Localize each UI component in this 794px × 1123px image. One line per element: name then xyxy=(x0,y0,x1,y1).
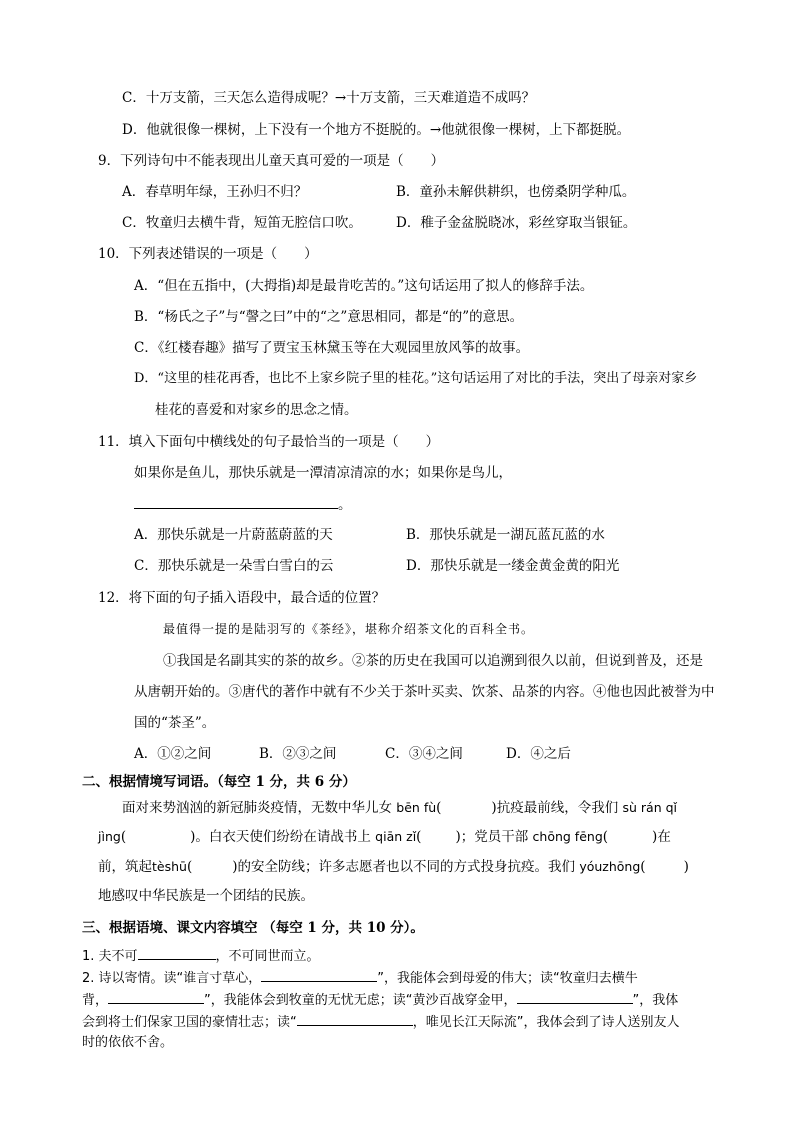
q10-option-a: A．“但在五指中，(大拇指)却是最肯吃苦的。”这句话运用了拟人的修辞手法。 xyxy=(134,278,594,294)
sec3-item2-line1: 2. 诗以寄情。读“谁言寸草心， ”，我能体会到母爱的伟大；读“牧童归去横牛 xyxy=(82,967,638,989)
q9-option-a: A．春草明年绿，王孙归不归？ xyxy=(122,184,308,200)
answer-blank[interactable] xyxy=(134,494,338,509)
q11-blank-line: 。 xyxy=(134,494,352,515)
q9-option-c: C．牧童归去横牛背，短笛无腔信口吹。 xyxy=(122,215,362,231)
answer-blank[interactable] xyxy=(297,1011,413,1026)
q11-option-a: A．那快乐就是一片蔚蓝蔚蓝的天 xyxy=(134,527,333,543)
q11-option-c: C．那快乐就是一朵雪白雪白的云 xyxy=(134,558,334,574)
sec2-line1: 面对来势汹汹的新冠肺炎疫情，无数中华儿女 bēn fù( )抗疫最前线，令我们 sù rán qǐ xyxy=(122,800,678,816)
sec2-line2: jìng( )。白衣天使们纷纷在请战书上 qiān zǐ( )；党员干部 chōng fēng( )在 xyxy=(98,829,671,845)
sec3-item2-line3: 会到将士们保家卫国的豪情壮志；读“ ，唯见长江天际流”，我体会到了诗人送别友人 xyxy=(82,1011,680,1033)
pinyin-ben-fu: bēn fù xyxy=(396,800,437,815)
q9-option-b: B．童孙未解供耕织，也傍桑阴学种瓜。 xyxy=(396,184,636,200)
pinyin-qian-zi: qiān zǐ xyxy=(375,829,417,844)
sec3-item1: 1. 夫不可 ，不可同世而立。 xyxy=(82,945,320,967)
q12-option-d: D．④之后 xyxy=(506,746,571,762)
sec3-item2-line4: 时的依依不舍。 xyxy=(82,1035,174,1050)
q11-sentence: 如果你是鱼儿，那快乐就是一潭清凉清凉的水；如果你是鸟儿， xyxy=(134,465,512,481)
q10-option-d-cont: 桂花的喜爱和对家乡的思念之情。 xyxy=(155,402,358,418)
q12-option-b: B．②③之间 xyxy=(259,746,337,762)
section-3-title: 三、根据语境、课文内容填空 （每空 1 分，共 10 分）。 xyxy=(82,920,424,936)
q12-stem: 12．将下面的句子插入语段中，最合适的位置？ xyxy=(98,590,386,606)
sec2-line4: 地感叹中华民族是一个团结的民族。 xyxy=(98,888,314,904)
q12-paragraph-line2: 从唐朝开始的。③唐代的著作中就有不少关于茶叶买卖、饮茶、品茶的内容。④他也因此被誉为中 xyxy=(134,684,715,700)
answer-blank[interactable] xyxy=(261,967,377,982)
pinyin-chong-feng: chōng fēng xyxy=(532,829,603,844)
q12-paragraph-line1: ①我国是名副其实的茶的故乡。②茶的历史在我国可以追溯到很久以前，但说到普及，还是 xyxy=(163,653,703,669)
q12-option-c: C．③④之间 xyxy=(385,746,463,762)
q10-stem: 10．下列表述错误的一项是（ ） xyxy=(98,246,318,262)
pinyin-su-ran-qi: sù rán qǐ xyxy=(622,800,678,815)
sec3-item2-line2: 背， ”，我能体会到牧童的无忧无虑；读“黄沙百战穿金甲， ”，我体 xyxy=(82,989,678,1011)
q10-option-c: C．《红楼春趣》描写了贾宝玉林黛玉等在大观园里放风筝的故事。 xyxy=(134,340,530,356)
q10-option-b: B．“杨氏之子”与“謦之曰”中的“之”意思相同，都是“的”的意思。 xyxy=(134,309,524,325)
q9-option-d: D．稚子金盆脱晓冰，彩丝穿取当银钲。 xyxy=(396,215,637,231)
q10-option-d: D．“这里的桂花再香，也比不上家乡院子里的桂花。”这句话运用了对比的手法，突出了母亲对家乡 xyxy=(134,371,698,386)
q12-option-a: A．①②之间 xyxy=(134,746,212,762)
q11-option-b: B．那快乐就是一湖瓦蓝瓦蓝的水 xyxy=(406,527,605,543)
answer-blank[interactable] xyxy=(517,989,633,1004)
section-2-title: 二、根据情境写词语。（每空 1 分，共 6 分） xyxy=(82,774,356,790)
pinyin-jing: jìng xyxy=(98,829,121,844)
q8-option-d: D．他就很像一棵树，上下没有一个地方不挺脱的。→他就很像一棵树，上下都挺脱。 xyxy=(122,122,631,138)
q11-stem: 11．填入下面句中横线处的句子最恰当的一项是（ ） xyxy=(98,434,440,450)
q8-option-c: C．十万支箭，三天怎么造得成呢？→十万支箭，三天难道造不成吗？ xyxy=(122,90,536,106)
q9-stem: 9．下列诗句中不能表现出儿童天真可爱的一项是（ ） xyxy=(98,153,445,169)
q11-option-d: D．那快乐就是一缕金黄金黄的阳光 xyxy=(406,558,620,574)
sec2-line3: 前，筑起tèshū( )的安全防线；许多志愿者也以不同的方式投身抗疫。我们 yóuzhōng( ) xyxy=(98,859,689,875)
q12-insert-sentence: 最值得一提的是陆羽写的《茶经》，堪称介绍茶文化的百科全书。 xyxy=(163,622,535,636)
pinyin-teshu: tèshū xyxy=(152,859,187,874)
q12-paragraph-line3: 国的“茶圣”。 xyxy=(134,715,216,731)
answer-blank[interactable] xyxy=(138,945,216,960)
answer-blank[interactable] xyxy=(108,989,204,1004)
pinyin-youzhong: yóuzhōng xyxy=(579,859,641,874)
